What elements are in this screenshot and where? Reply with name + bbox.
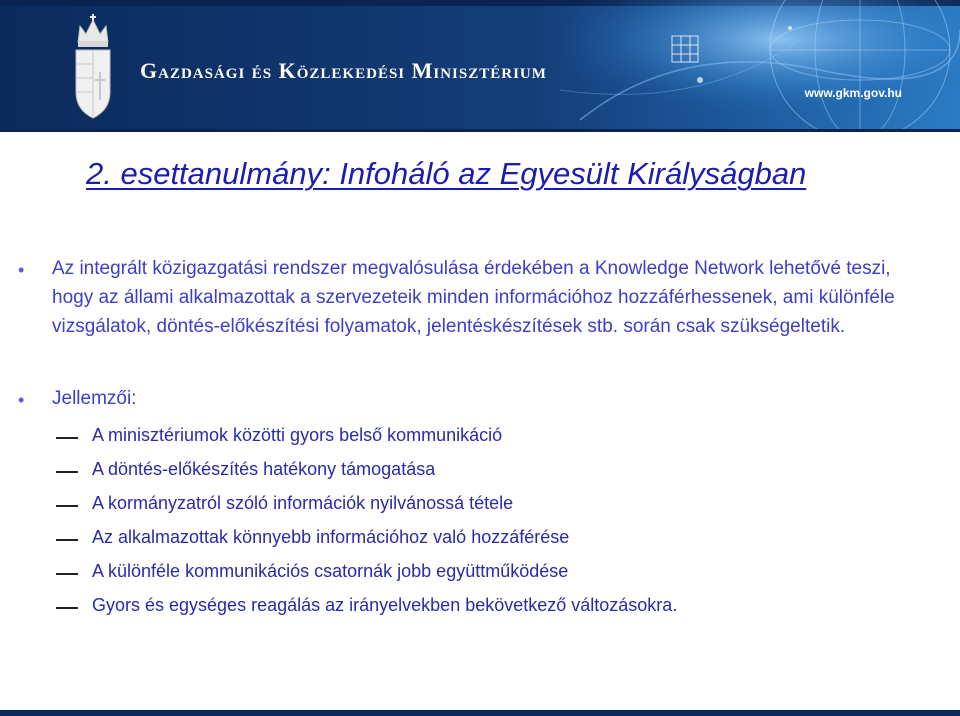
- bullet-text-2: Jellemzői:: [52, 388, 137, 409]
- sub-item-dash-1: [56, 437, 78, 439]
- footer-bar: [0, 710, 960, 716]
- sub-item-dash-2: [56, 471, 78, 473]
- sub-item-4: Az alkalmazottak könnyebb információhoz való hozzáférése: [92, 527, 570, 547]
- sub-item-2: A döntés-előkészítés hatékony támogatása: [92, 459, 436, 479]
- bullet-marker-1: •: [18, 260, 25, 280]
- header-banner: [0, 0, 960, 132]
- slide-title: 2. esettanulmány: Infoháló az Egyesült Királyságban: [86, 156, 807, 191]
- sub-item-1: A minisztériumok közötti gyors belső kommunikáció: [92, 425, 503, 445]
- banner-bottom-stripe: [0, 129, 960, 132]
- globe-network-icon: [560, 0, 960, 132]
- coat-of-arms-icon: [70, 12, 116, 122]
- sub-item-dash-4: [56, 539, 78, 541]
- sub-item-5: A különféle kommunikációs csatornák jobb együttműködése: [92, 561, 569, 581]
- website-url: www.gkm.gov.hu: [804, 86, 902, 100]
- bullet-marker-2: •: [18, 390, 25, 410]
- sub-item-3: A kormányzatról szóló információk nyilvánossá tétele: [92, 493, 514, 513]
- sub-item-dash-6: [56, 607, 78, 609]
- sub-item-6: Gyors és egységes reagálás az irányelvekben bekövetkező változásokra.: [92, 595, 678, 615]
- sub-item-dash-3: [56, 505, 78, 507]
- bullet-text-1: Az integrált közigazgatási rendszer megvalósulása érdekében a Knowledge Network lehetővé teszi, hogy az állami alkalmazottak a szervezeteik minden információhoz hozzáférhessenek, ami különféle vizsgálatok, döntés-előkészítési folyamatok, jelentéskészítések stb. során csak szükségeltetik.: [52, 258, 895, 337]
- ministry-name: Gazdasági és Közlekedési Minisztérium: [140, 58, 547, 83]
- sub-item-dash-5: [56, 573, 78, 575]
